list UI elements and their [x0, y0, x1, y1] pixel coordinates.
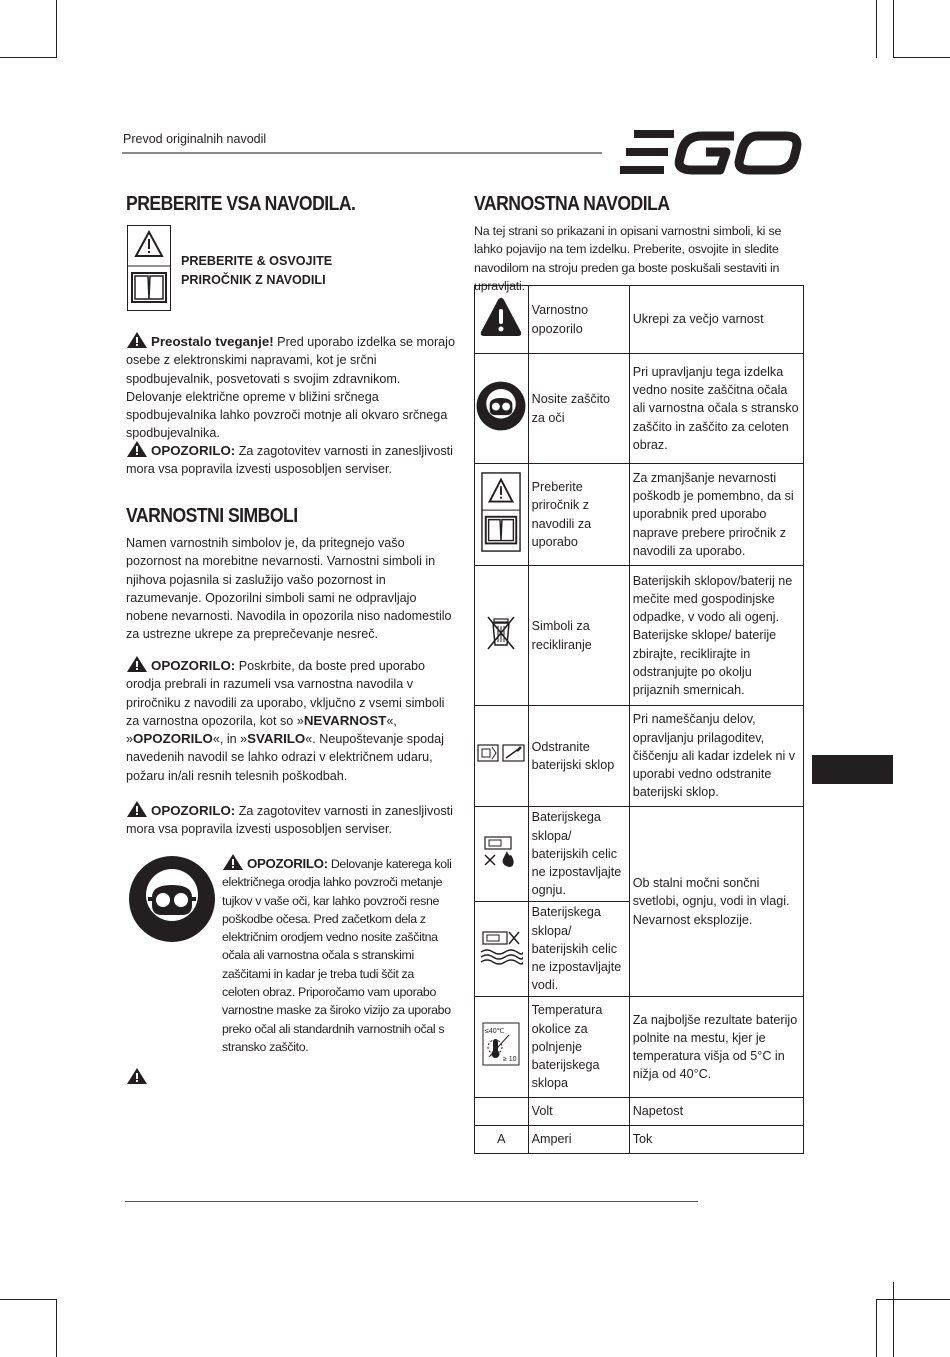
- table-row: [475, 706, 804, 807]
- warning-text: Za zagotovitev varnosti in zanesljivosti mora vsa popravila izvesti usposobljen serviser.: [126, 444, 453, 477]
- read-heading: PREBERITE VSA NAVODILA.: [126, 193, 356, 215]
- keyword-danger: NEVARNOST: [303, 712, 387, 728]
- symbol-meaning: Pri nameščanju delov, opravljanju prilagoditev, čiščenju ali kadar izdelek ni v uporabi vedno odstranite baterijski sklop.: [629, 706, 803, 807]
- symbol-meaning: Pri upravljanju tega izdelka vedno nosite zaščitna očala ali varnostna očala s stransko zaščito in zaščito za celoten obraz.: [629, 354, 803, 464]
- header-rule: [122, 152, 602, 154]
- table-row: [475, 1126, 804, 1154]
- section-tab-marker: [812, 755, 893, 784]
- symbol-name: Odstranite baterijski sklop: [528, 706, 629, 807]
- symbol-name: Preberite priročnik z navodili za uporabo: [528, 464, 629, 566]
- warning-triangle-icon: [126, 800, 148, 818]
- warning-title: OPOZORILO:: [247, 856, 328, 871]
- symbol-name: Volt: [528, 1098, 629, 1126]
- warning-title: OPOZORILO:: [151, 443, 236, 458]
- table-row: [475, 997, 804, 1098]
- crop-mark: [56, 0, 57, 58]
- safety-symbols-table: [474, 285, 804, 1154]
- warning-triangle-icon: [126, 1067, 148, 1085]
- crop-mark: [0, 1299, 57, 1300]
- crop-mark: [876, 1299, 950, 1300]
- symbol-meaning: Za najboljše rezultate baterijo polnite na mestu, kjer je temperatura višja od 5°C in nižja od 40°C.: [629, 997, 803, 1098]
- warning-triangle-icon: [126, 331, 148, 349]
- symbol-meaning: Baterijskih sklopov/baterij ne mečite med gospodinjske odpadke, v vodo ali ogenj. Baterijske sklope/ baterije zbirajte, reciklirajte in odstranjujte po okolju prijaznih smernicah.: [629, 566, 803, 706]
- eye-protection-icon: [128, 855, 216, 943]
- battery-no-water-icon: [479, 926, 523, 966]
- table-row: [475, 807, 804, 902]
- temperature-min-label: ≥ 10: [503, 1056, 517, 1064]
- symbols-heading: VARNOSTNI SIMBOLI: [126, 505, 298, 527]
- symbol-meaning: Napetost: [629, 1098, 803, 1126]
- remove-battery-icon: [476, 741, 526, 765]
- symbol-cell: [475, 566, 529, 706]
- symbol-name: Varnostno opozorilo: [528, 286, 629, 354]
- warning-text: Za zagotovitev varnosti in zanesljivosti mora vsa popravila izvesti usposobljen serviser.: [126, 804, 453, 837]
- residual-risk-title: Preostalo tveganje!: [151, 334, 274, 349]
- charging-temperature-icon: [481, 1021, 521, 1067]
- symbol-cell: [475, 706, 529, 807]
- symbols-paragraph: Namen varnostnih simbolov je, da pritegnejo vašo pozornost na morebitne nevarnosti. Varnostni simboli in njihova pojasnila si zaslužijo vašo pozornost in razumevanje. Opozorilni simboli sami ne odpravljajo nobene nevarnosti. Navodila in opozorila niso nadomestilo za ustrezne ukrepe za preprečevanje nesreč.: [126, 536, 452, 642]
- symbol-name: Simboli za recikliranje: [528, 566, 629, 706]
- safety-instructions-heading: VARNOSTNA NAVODILA: [474, 193, 670, 215]
- crop-mark: [893, 0, 894, 58]
- safety-intro-paragraph: Na tej strani so prikazani in opisani varnostni simboli, ki se lahko pojavijo na tem izdelku. Preberite, osvojite in sledite navodilom na stroju preden ga boste poskušali sestaviti in upravljati.: [474, 224, 782, 293]
- symbol-cell: [475, 286, 529, 354]
- table-row: [475, 566, 804, 706]
- read-manual-label-line1: PREBERITE & OSVOJITE: [181, 254, 333, 268]
- running-title: Prevod originalnih navodil: [123, 132, 267, 146]
- read-manual-box: [127, 225, 171, 311]
- warning-text: Delovanje katerega koli električnega orodja lahko povzroči metanje tujkov v vaše oči, kar lahko povzroči resne poškodbe očesa. Pred začetkom dela z električnim orodjem vedno nosite zaščitna očala ali varnostna očala s stranskimi zaščitami in kadar je treba tudi ščit za celoten obraz. Priporočamo vam uporabo varnostne maske za široko vizijo za uporabo preko očal ali standardnih varnostnih očal s stransko zaščito.: [222, 857, 452, 1054]
- crop-mark: [893, 1282, 894, 1357]
- read-manual-icon: [128, 226, 170, 310]
- table-row: [475, 464, 804, 566]
- crop-mark: [56, 1300, 57, 1357]
- symbol-meaning: Ob stalni močni sončni svetlobi, ognju, vodi in vlagi. Nevarnost eksplozije.: [629, 807, 803, 997]
- read-manual-label-line2: PRIROČNIK Z NAVODILI: [181, 273, 326, 287]
- warning-triangle-icon: [126, 655, 148, 673]
- symbol-name: Temperatura okolice za polnjenje baterijskega sklopa: [528, 997, 629, 1098]
- crop-mark: [876, 0, 877, 58]
- crop-mark: [876, 1300, 877, 1357]
- warning-triangle-icon: [222, 853, 244, 871]
- keyword-warning: OPOZORILO: [133, 731, 213, 747]
- ego-logo-icon: [616, 128, 802, 176]
- crop-mark: [893, 57, 950, 58]
- residual-risk-text: Pred uporabo izdelka se morajo osebe z elektronskimi napravami, kot je srčni spodbujevalnik, posvetovati s svojim zdravnikom. Delovanje električne opreme v bližini srčnega spodbujevalnika lahko povzroči motnje ali okvaro srčnega spodbujevalnika.: [126, 335, 455, 441]
- read-manual-label: [181, 252, 332, 290]
- symbol-cell: [475, 997, 529, 1098]
- warning-triangle-icon: [479, 295, 523, 339]
- symbol-meaning: Za zmanjšanje nevarnosti poškodb je pomembno, da si uporabnik pred uporabo naprave prebere priročnik z navodili za uporabo.: [629, 464, 803, 566]
- warning-title: OPOZORILO:: [151, 658, 236, 673]
- symbol-meaning: Tok: [629, 1126, 803, 1154]
- warning-text: «, in »: [212, 732, 248, 747]
- warning-text: «, »: [126, 713, 397, 747]
- table-row: [475, 286, 804, 354]
- footer-rule: [125, 1201, 698, 1202]
- symbol-cell: A: [475, 1126, 529, 1154]
- symbol-name: Baterijskega sklopa/ baterijskih celic ne izpostavljajte vodi.: [528, 902, 629, 997]
- symbol-meaning: Ukrepi za večjo varnost: [629, 286, 803, 354]
- residual-risk-paragraph: [126, 331, 456, 443]
- symbol-cell: [475, 807, 529, 902]
- table-row: [475, 354, 804, 464]
- battery-no-fire-icon: [481, 833, 521, 869]
- eye-protection-icon: [476, 381, 526, 431]
- warning-text: Poskrbite, da boste pred uporabo orodja prebrali in razumeli vsa varnostna navodila v priročniku z navodili za uporabo, vključno z vsemi simboli za varnostna opozorila, kot so »: [126, 659, 445, 728]
- warning-title: OPOZORILO:: [151, 803, 236, 818]
- symbol-name: Baterijskega sklopa/ baterijskih celic ne izpostavljajte ognju.: [528, 807, 629, 902]
- warning-instructions-paragraph: [126, 655, 446, 785]
- crop-mark: [0, 57, 57, 58]
- table-row: [475, 1098, 804, 1126]
- keyword-caution: SVARILO: [247, 731, 306, 747]
- symbol-name: Amperi: [528, 1126, 629, 1154]
- crossed-bin-icon: [486, 615, 516, 651]
- symbol-name: Nosite zaščito za oči: [528, 354, 629, 464]
- temperature-max-label: ≤40℃: [485, 1028, 505, 1036]
- symbol-cell: [475, 354, 529, 464]
- symbol-cell: [475, 464, 529, 566]
- symbol-cell: [475, 1098, 529, 1126]
- warning-repair-paragraph: [126, 440, 456, 479]
- warning-text: «. Neupoštevanje spodaj navedenih navodil se lahko odrazi v električnem udaru, požaru in/ali resnih telesnih poškodbah.: [126, 732, 444, 783]
- symbol-cell: [475, 902, 529, 997]
- eye-warning-paragraph: [222, 853, 454, 1056]
- warning-repair-paragraph-2: [126, 800, 456, 839]
- warning-triangle-icon: [126, 440, 148, 458]
- read-manual-icon: [481, 471, 521, 553]
